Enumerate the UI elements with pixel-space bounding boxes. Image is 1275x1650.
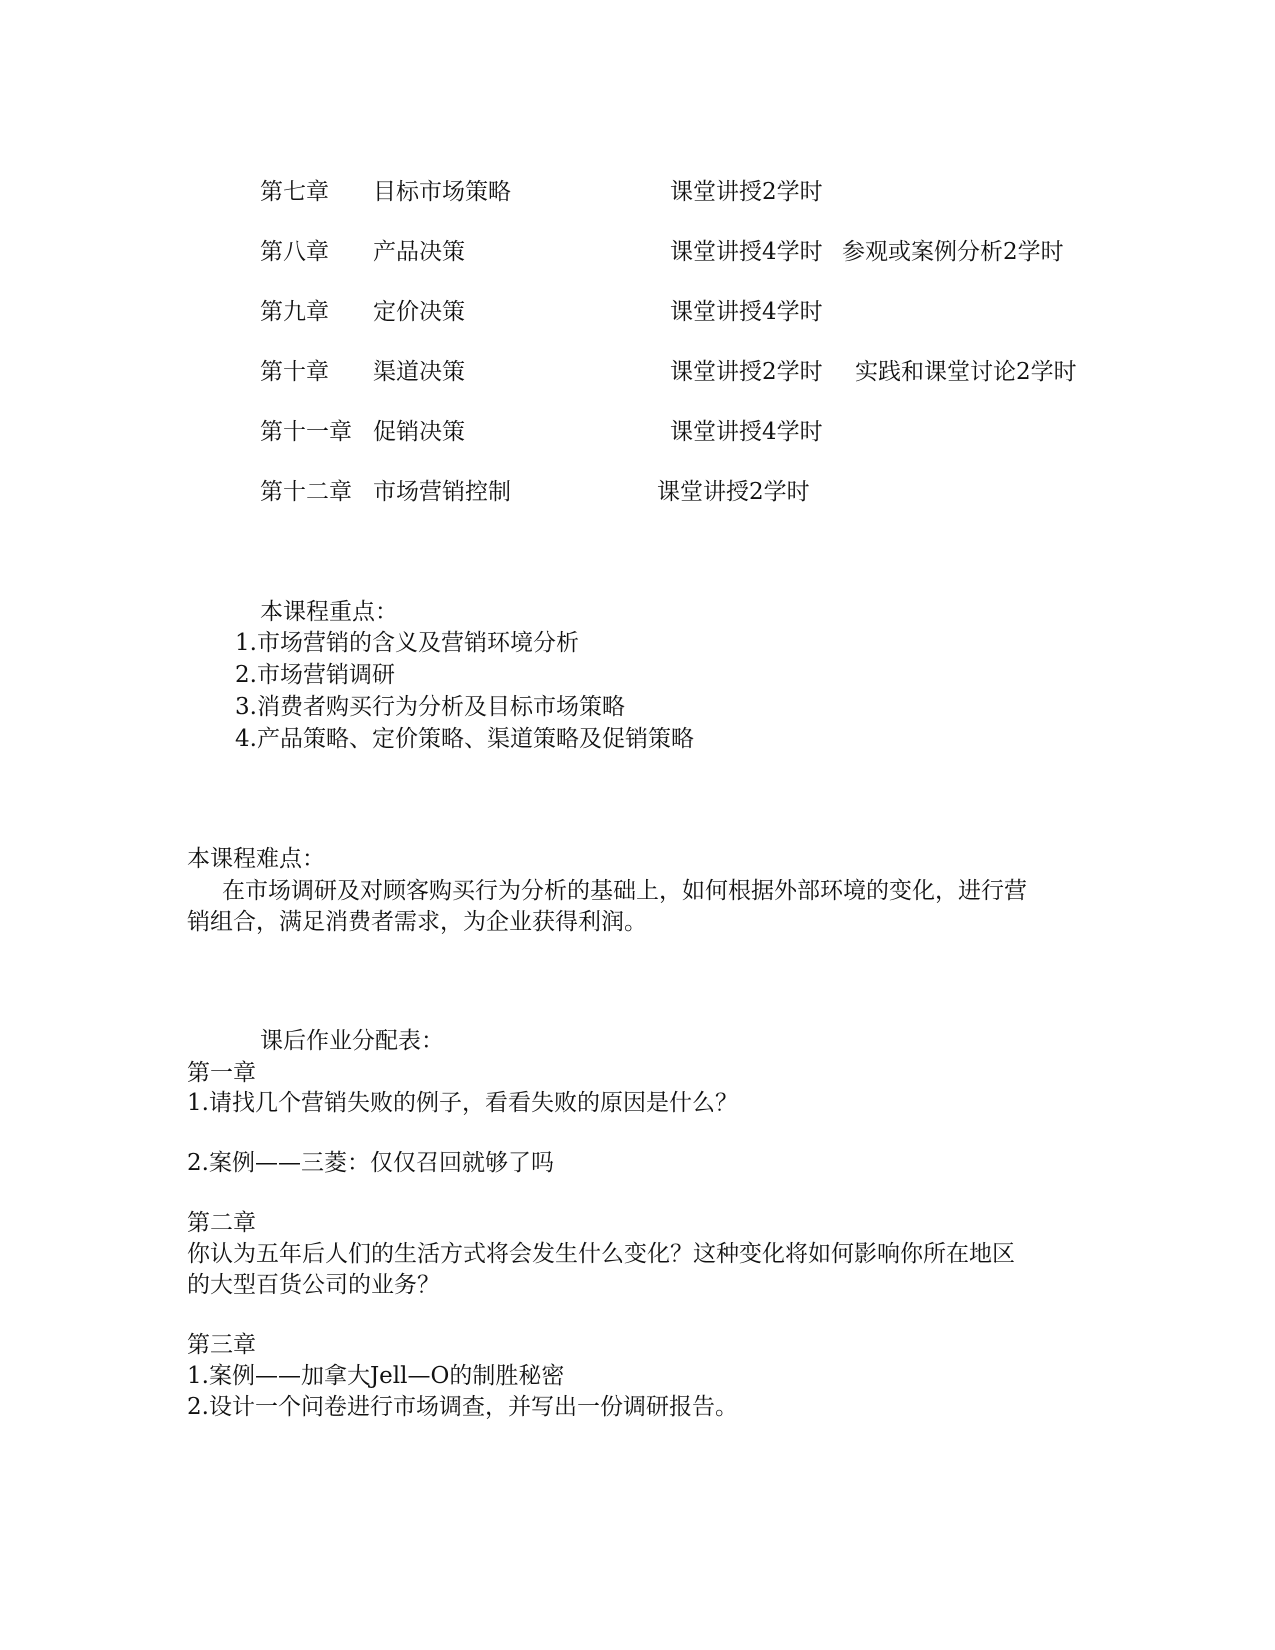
key-point-item: 3.消费者购买行为分析及目标市场策略	[235, 694, 625, 720]
homework-chapter-label: 第三章	[187, 1332, 256, 1358]
schedule-hours: 课堂讲授4学时	[670, 419, 823, 445]
schedule-hours: 课堂讲授2学时	[657, 479, 810, 505]
key-point-item: 4.产品策略、定价策略、渠道策略及促销策略	[235, 726, 694, 752]
schedule-chapter: 第七章	[260, 179, 329, 205]
homework-item: 2.设计一个问卷进行市场调查，并写出一份调研报告。	[187, 1394, 738, 1420]
schedule-hours: 课堂讲授4学时	[670, 299, 823, 325]
schedule-chapter: 第八章	[260, 239, 329, 265]
difficulties-text: 销组合，满足消费者需求，为企业获得利润。	[187, 909, 647, 935]
schedule-chapter: 第九章	[260, 299, 329, 325]
difficulties-text: 在市场调研及对顾客购买行为分析的基础上，如何根据外部环境的变化，进行营	[222, 878, 1027, 904]
schedule-title: 产品决策	[373, 239, 465, 265]
schedule-chapter: 第十一章	[260, 419, 352, 445]
schedule-title: 渠道决策	[373, 359, 465, 385]
key-points-heading: 本课程重点：	[260, 599, 398, 625]
homework-item: 1.请找几个营销失败的例子，看看失败的原因是什么？	[187, 1090, 738, 1116]
homework-chapter-label: 第一章	[187, 1060, 256, 1086]
schedule-chapter: 第十章	[260, 359, 329, 385]
schedule-hours: 课堂讲授2学时	[670, 359, 823, 385]
homework-item: 你认为五年后人们的生活方式将会发生什么变化？这种变化将如何影响你所在地区	[187, 1241, 1015, 1267]
homework-chapter-label: 第二章	[187, 1210, 256, 1236]
schedule-title: 市场营销控制	[373, 479, 511, 505]
schedule-hours: 课堂讲授4学时	[670, 239, 823, 265]
schedule-title: 目标市场策略	[373, 179, 511, 205]
schedule-title: 促销决策	[373, 419, 465, 445]
homework-heading: 课后作业分配表：	[260, 1028, 444, 1054]
homework-item: 的大型百货公司的业务？	[187, 1272, 440, 1298]
homework-item: 1.案例——加拿大Jell—O的制胜秘密	[187, 1363, 565, 1389]
key-point-item: 1.市场营销的含义及营销环境分析	[235, 630, 579, 656]
schedule-extra: 参观或案例分析2学时	[842, 239, 1064, 265]
schedule-hours: 课堂讲授2学时	[670, 179, 823, 205]
schedule-title: 定价决策	[373, 299, 465, 325]
difficulties-heading: 本课程难点：	[187, 846, 325, 872]
key-point-item: 2.市场营销调研	[235, 662, 395, 688]
schedule-extra: 实践和课堂讨论2学时	[855, 359, 1077, 385]
homework-item: 2.案例——三菱：仅仅召回就够了吗	[187, 1150, 554, 1176]
schedule-chapter: 第十二章	[260, 479, 352, 505]
